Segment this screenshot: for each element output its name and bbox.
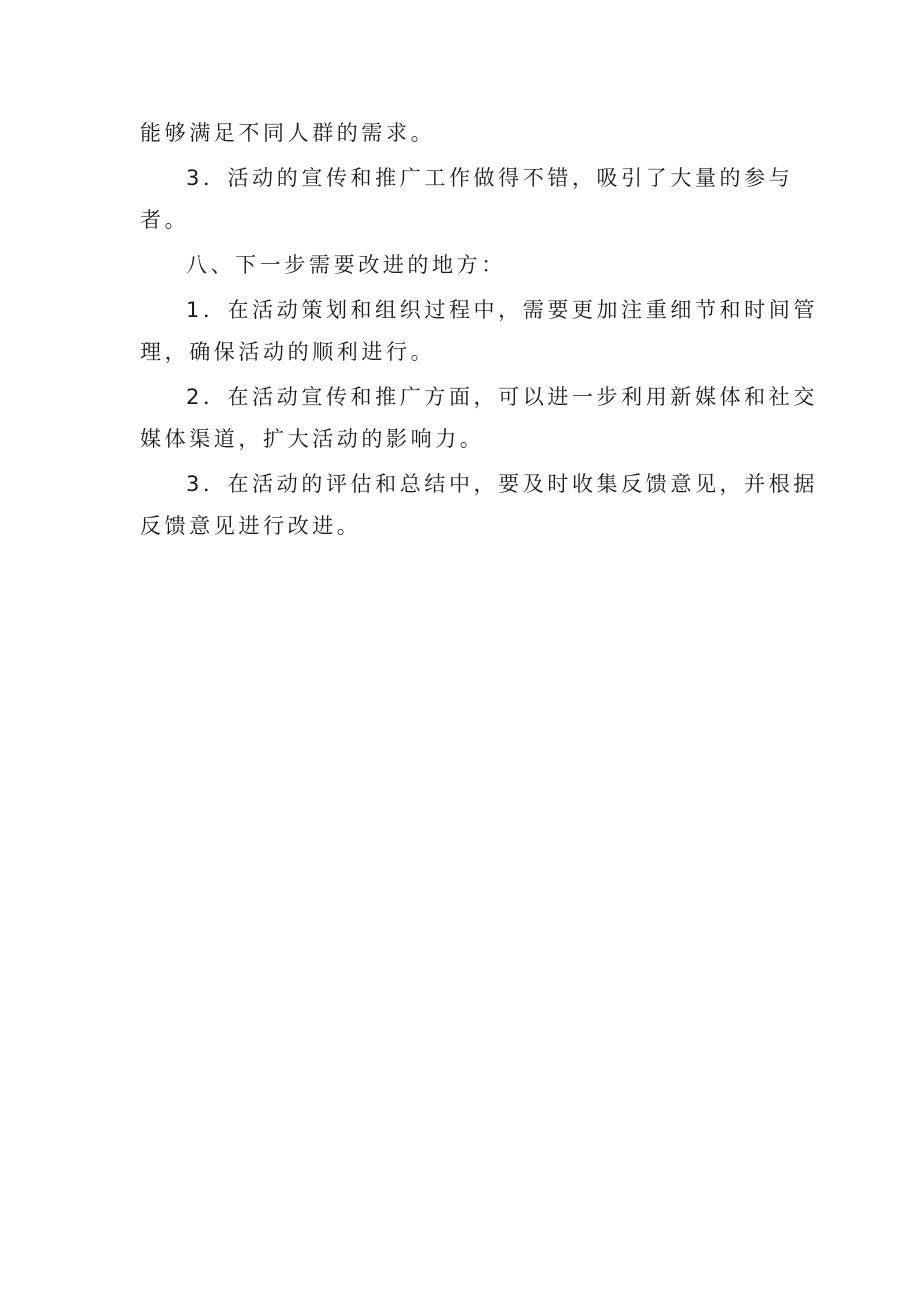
section-heading: 八、下一步需要改进的地方： [186,253,506,277]
paragraph-line: 3．在活动的评估和总结中，要及时收集反馈意见，并根据 [186,472,818,496]
paragraph-line: 者。 [140,208,190,232]
paragraph-improvement-1 [140,289,818,373]
paragraph-improvement-3 [140,463,818,547]
paragraph-line: 3．活动的宣传和推广工作做得不错，吸引了大量的参与 [186,166,794,190]
paragraph-line: 反馈意见进行改进。 [140,514,362,538]
paragraph-line: 1．在活动策划和组织过程中，需要更加注重细节和时间管 [186,298,818,322]
paragraph-line: 媒体渠道，扩大活动的影响力。 [140,427,485,451]
document-body [140,112,818,547]
paragraph-line: 2．在活动宣传和推广方面，可以进一步利用新媒体和社交 [186,385,818,409]
section-heading-next-steps [140,244,785,286]
paragraph-line: 理，确保活动的顺利进行。 [140,340,436,364]
paragraph-improvement-2 [140,376,818,460]
paragraph-continuation [140,112,785,154]
paragraph-point-3-summary [140,157,794,241]
paragraph-line: 能够满足不同人群的需求。 [140,121,436,145]
